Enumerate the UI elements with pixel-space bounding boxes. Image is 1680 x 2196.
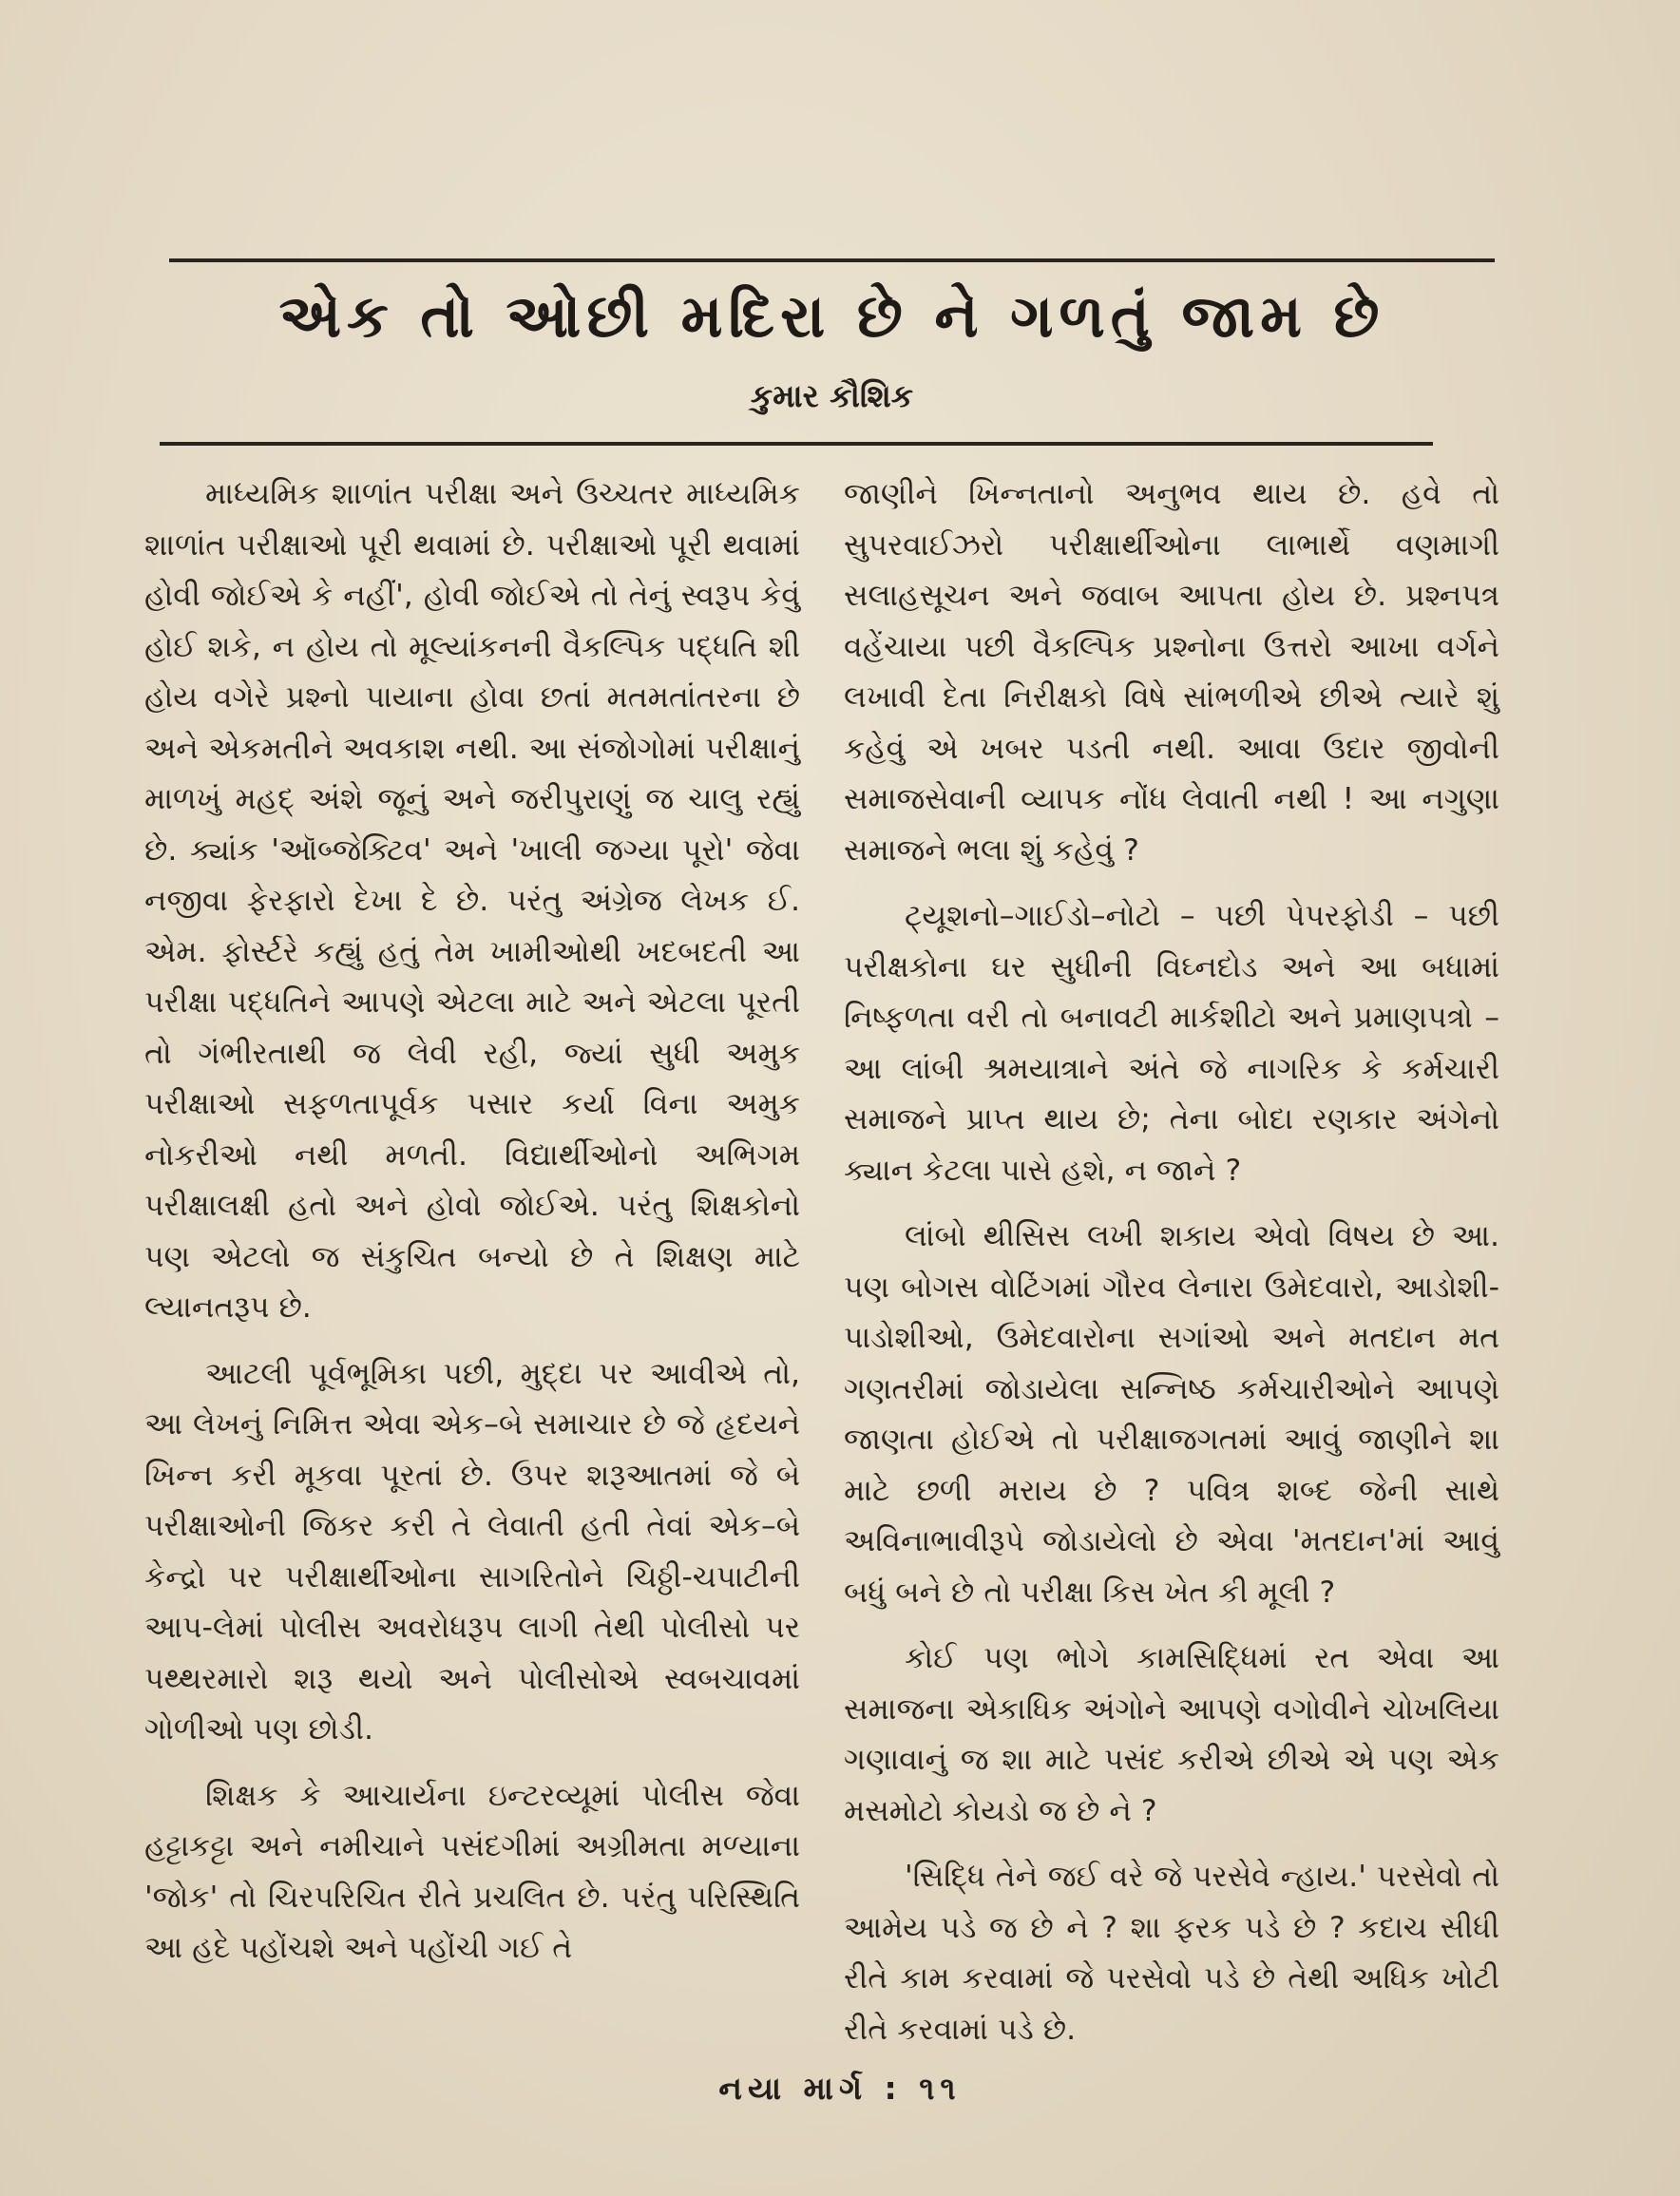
title-top-rule xyxy=(169,258,1495,262)
title-bottom-rule xyxy=(160,442,1433,446)
right-paragraph-5: 'સિદ્ધિ તેને જઈ વરે જે પરસેવે ન્હાય.' પરસેવો તો આમેય પડે જ છે ને ? શા ફરક પડે છે ? કદાચ સીધી રીતે કામ કરવામાં જે પરસેવો પડે છે તેથી અધિક ખોટી રીતે કરવામાં પડે છે. xyxy=(844,1860,1499,2047)
right-paragraph-2: ટ્યૂશનો–ગાઈડો–નોટો – પછી પેપરફોડી – પછી પરીક્ષકોના ઘર સુધીની વિઘ્નદોડ અને આ બધામાં નિષ્ફળતા વરી તો બનાવટી માર્કશીટો અને પ્રમાણપત્રો – આ લાંબી શ્રમયાત્રાને અંતે જે નાગરિક કે કર્મચારી સમાજને પ્રાપ્ત થાય છે; તેના બોદા રણકાર અંગેનો ક્યાન કેટલા પાસે હશે, ન જાને ? xyxy=(844,899,1499,1188)
left-paragraph-3: શિક્ષક કે આચાર્યના ઇન્ટરવ્યૂમાં પોલીસ જેવા હટ્ટાકટ્ટા અને નમીચાને પસંદગીમાં અગ્રીમતા મળ્યાના 'જોક' તો ચિરપરિચિત રીતે પ્રચલિત છે. પરંતુ પરિસ્થિતિ આ હદે પહોંચશે અને પહોંચી ગઈ તે xyxy=(144,1778,800,1965)
article-title: એક તો ઓછી મદિરા છે ને ગળતું જામ છે xyxy=(278,281,1385,351)
right-paragraph-3: લાંબો થીસિસ લખી શકાય એવો વિષય છે આ. પણ બોગસ વોટિંગમાં ગૌરવ લેનારા ઉમેદવારો, આડોશી-પાડોશીઓ, ઉમેદવારોના સગાંઓ અને મતદાન મત ગણતરીમાં જોડાયેલા સન્નિષ્ઠ કર્મચારીઓને આપણે જાણતા હોઈએ તો પરીક્ષાજગતમાં આવું જાણીને શા માટે છળી મરાય છે ? પવિત્ર શબ્દ જેની સાથે અવિનાભાવીરૂપે જોડાયેલો છે એવા 'મતદાન'માં આવું બધું બને છે તો પરીક્ષા કિસ ખેત કી મૂલી ? xyxy=(844,1219,1499,1610)
page-footer: નયા માર્ગ : ૧૧ xyxy=(718,2070,962,2107)
right-paragraph-4: કોઈ પણ ભોગે કામસિદ્ધિમાં રત એવા આ સમાજના એકાધિક અંગોને આપણે વગોવીને ચોખલિયા ગણાવાનું જ શા માટે પસંદ કરીએ છીએ એ પણ એક મસમોટો કોયડો જ છે ને ? xyxy=(844,1641,1499,1828)
left-column xyxy=(144,469,800,1990)
right-column xyxy=(844,469,1499,2071)
left-paragraph-2: આટલી પૂર્વભૂમિકા પછી, મુદ્દા પર આવીએ તો, આ લેખનું નિમિત્ત એવા એક–બે સમાચાર છે જે હૃદયને ખિન્ન કરી મૂકવા પૂરતાં છે. ઉપર શરૂઆતમાં જે બે પરીક્ષાઓની જિકર કરી તે લેવાતી હતી તેવાં એક–બે કેન્દ્રો પર પરીક્ષાર્થીઓના સાગરિતોને ચિઠ્ઠી-ચપાટીની આપ-લેમાં પોલીસ અવરોધરૂપ લાગી તેથી પોલીસો પર પથ્થરમારો શરૂ થયો અને પોલીસોએ સ્વબચાવમાં ગોળીઓ પણ છોડી. xyxy=(144,1356,800,1747)
right-paragraph-1: જાણીને ખિન્નતાનો અનુભવ થાય છે. હવે તો સુપરવાઈઝરો પરીક્ષાર્થીઓના લાભાર્થે વણમાગી સલાહસૂચન અને જવાબ આપતા હોય છે. પ્રશ્નપત્ર વહેંચાયા પછી વૈકલ્પિક પ્રશ્નોના ઉત્તરો આખા વર્ગને લખાવી દેતા નિરીક્ષકો વિષે સાંભળીએ છીએ ત્યારે શું કહેવું એ ખબર પડતી નથી. આવા ઉદાર જીવોની સમાજસેવાની વ્યાપક નોંધ લેવાતી નથી ! આ નગુણા સમાજને ભલા શું કહેવું ? xyxy=(844,477,1499,868)
left-paragraph-1: માધ્યમિક શાળાંત પરીક્ષા અને ઉચ્ચતર માધ્યમિક શાળાંત પરીક્ષાઓ પૂરી થવામાં છે. પરીક્ષાઓ પૂરી થવામાં હોવી જોઈએ કે નહીં', હોવી જોઈએ તો તેનું સ્વરૂપ કેવું હોઈ શકે, ન હોય તો મૂલ્યાંકનની વૈકલ્પિક પદ્ધતિ શી હોય વગેરે પ્રશ્નો પાયાના હોવા છતાં મતમતાંતરના છે અને એકમતીને અવકાશ નથી. આ સંજોગોમાં પરીક્ષાનું માળખું મહદ્ અંશે જૂનું અને જરીપુરાણું જ ચાલુ રહ્યું છે. ક્યાંક 'ઑબ્જેક્ટિવ' અને 'ખાલી જગ્યા પૂરો' જેવા નજીવા ફેરફારો દેખા દે છે. પરંતુ અંગ્રેજ લેખક ઈ. એમ. ફોર્સ્ટરે કહ્યું હતું તેમ ખામીઓથી ખદબદતી આ પરીક્ષા પદ્ધતિને આપણે એટલા માટે અને એટલા પૂરતી તો ગંભીરતાથી જ લેવી રહી, જ્યાં સુધી અમુક પરીક્ષાઓ સફળતાપૂર્વક પસાર કર્યા વિના અમુક નોકરીઓ નથી મળતી. વિદ્યાર્થીઓનો અભિગમ પરીક્ષાલક્ષી હતો અને હોવો જોઈએ. પરંતુ શિક્ષકોનો પણ એટલો જ સંકુચિત બન્યો છે તે શિક્ષણ માટે લ્યાનતરૂપ છે. xyxy=(144,477,800,1325)
article-author: કુમાર કૌશિક xyxy=(750,377,914,414)
